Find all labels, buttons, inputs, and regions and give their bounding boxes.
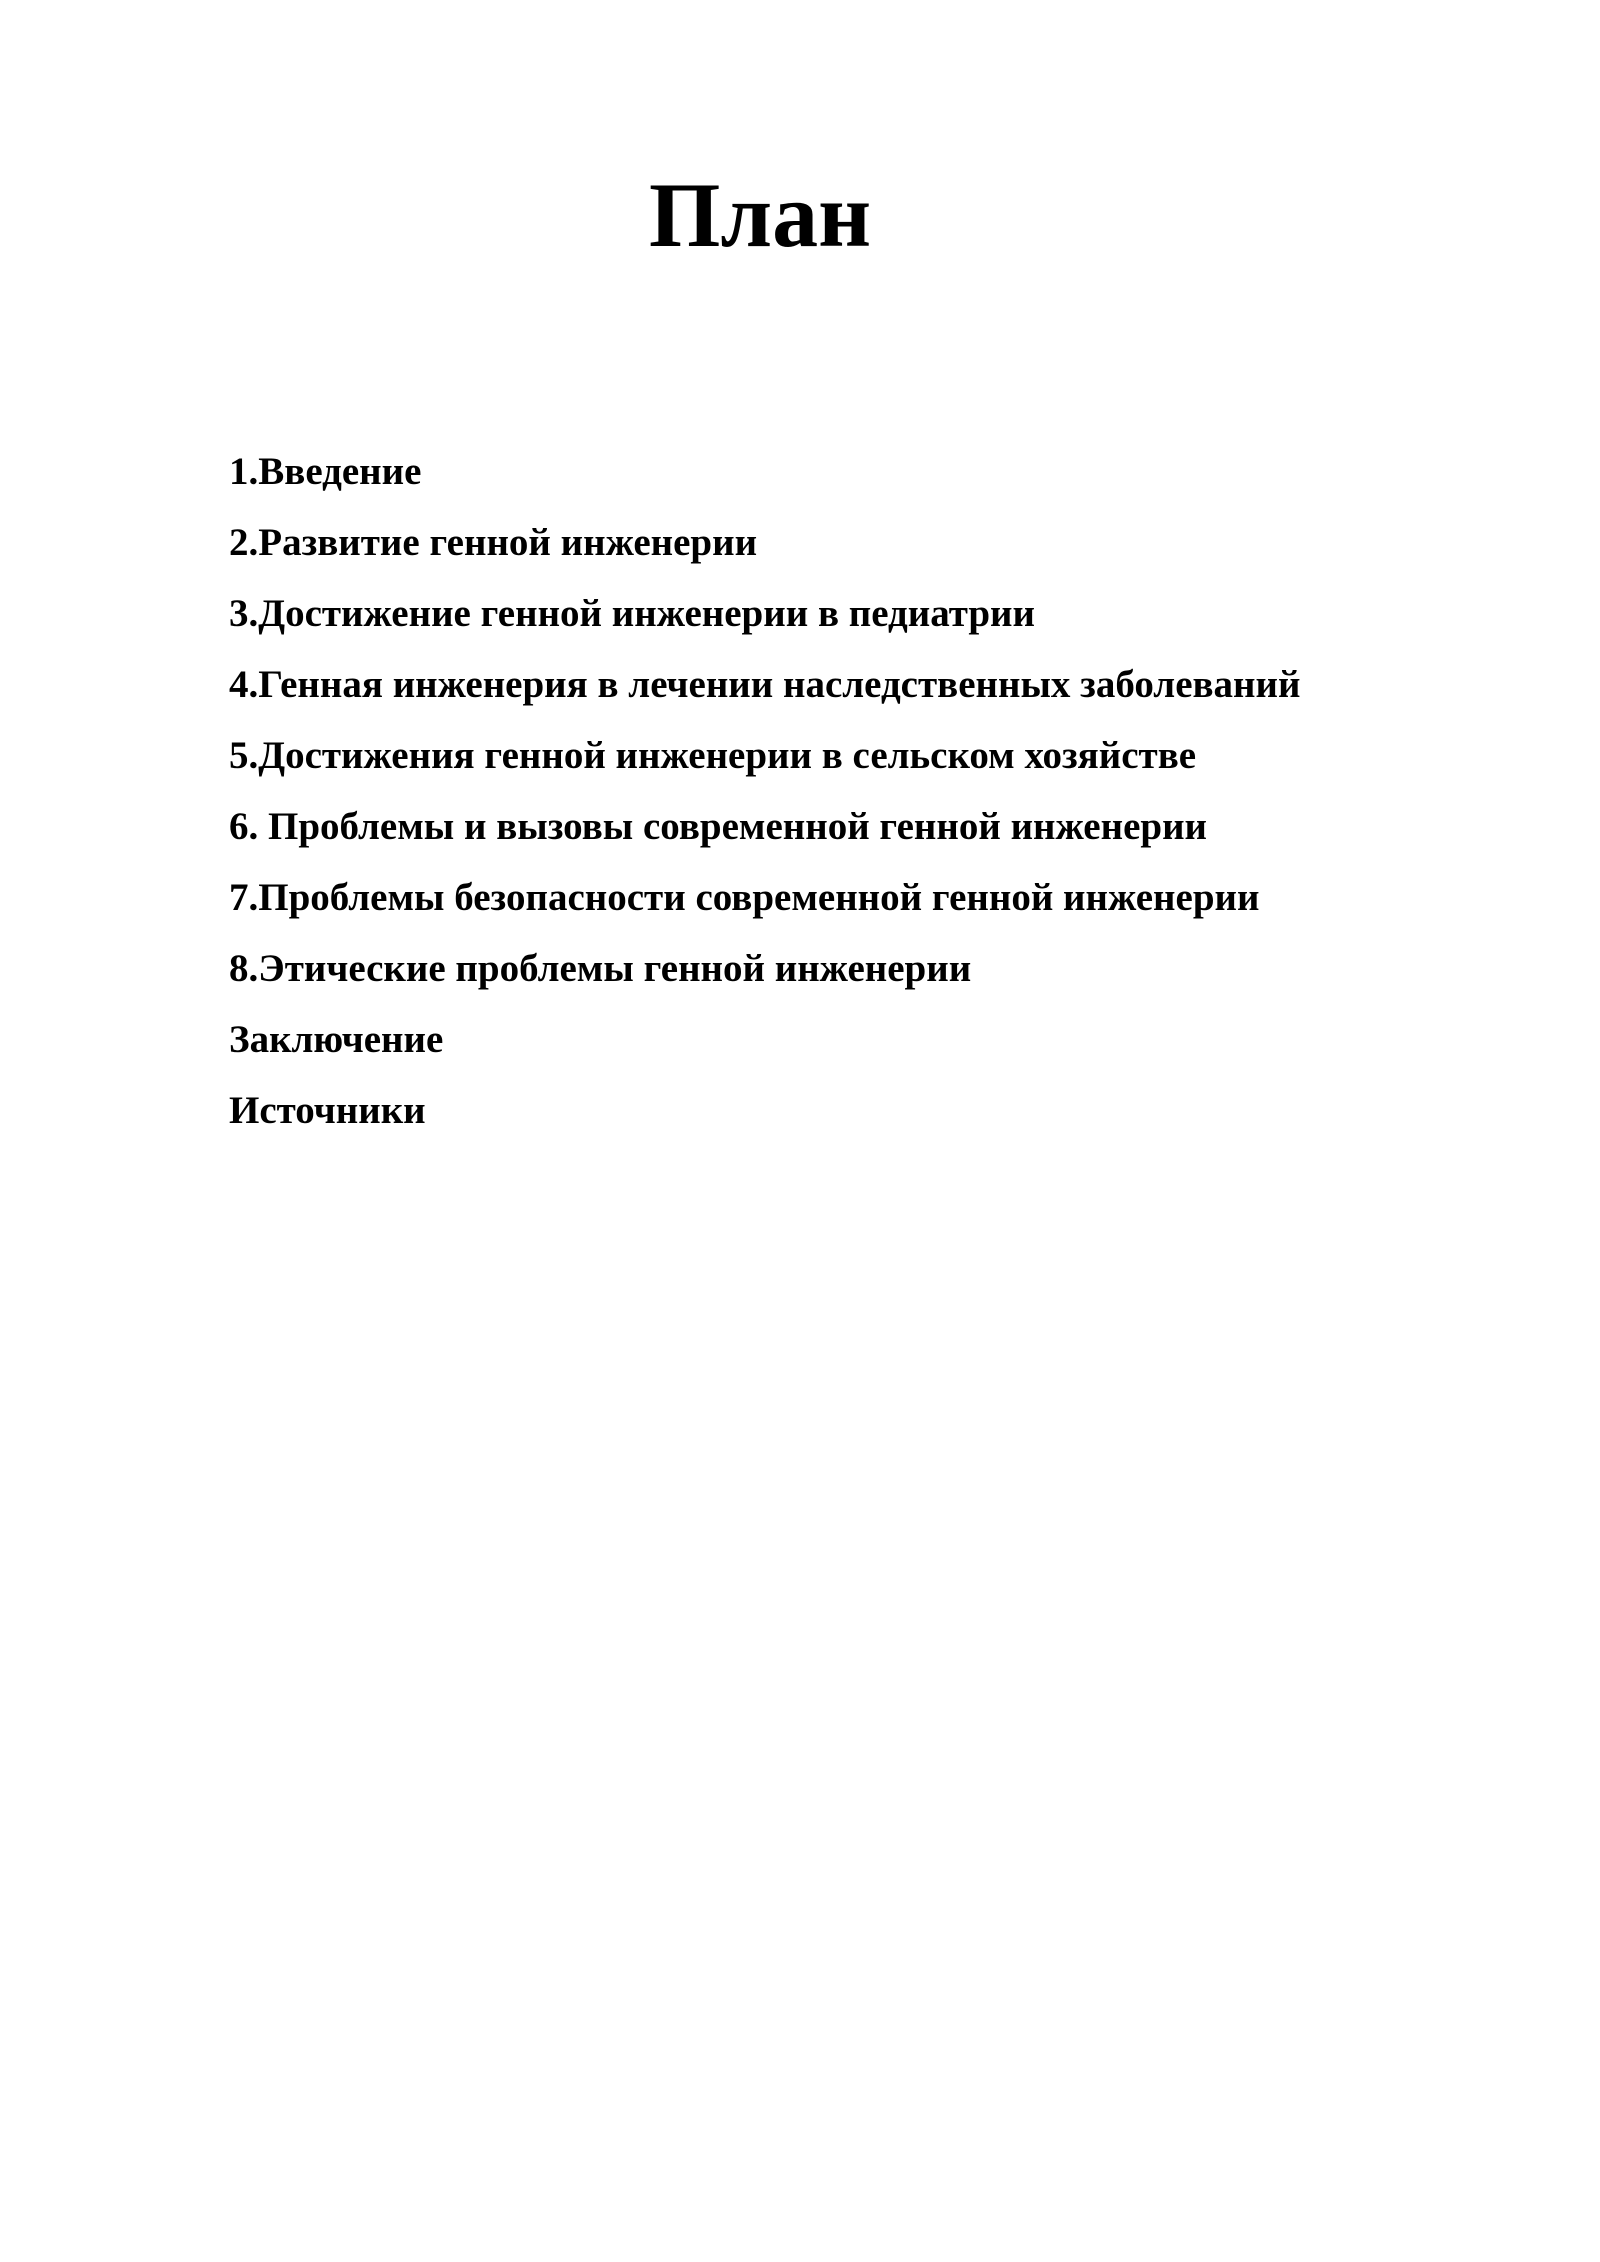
plan-item-introduction: 1.Введение <box>229 450 422 493</box>
plan-item-hereditary-diseases: 4.Генная инженерия в лечении наследственных заболеваний <box>229 663 1301 706</box>
plan-item-pediatrics: 3.Достижение генной инженерии в педиатрии <box>229 592 1035 635</box>
plan-list <box>229 436 1300 1146</box>
plan-item-development: 2.Развитие генной инженерии <box>229 521 758 564</box>
page-title: План <box>648 164 872 266</box>
plan-item-agriculture: 5.Достижения генной инженерии в сельском хозяйстве <box>229 734 1197 777</box>
plan-item-sources: Источники <box>229 1089 426 1132</box>
plan-item-conclusion: Заключение <box>229 1018 444 1061</box>
plan-item-ethical-problems: 8.Этические проблемы генной инженерии <box>229 947 972 990</box>
plan-item-safety-problems: 7.Проблемы безопасности современной генной инженерии <box>229 876 1260 919</box>
plan-item-problems-challenges: 6. Проблемы и вызовы современной генной инженерии <box>229 805 1208 848</box>
